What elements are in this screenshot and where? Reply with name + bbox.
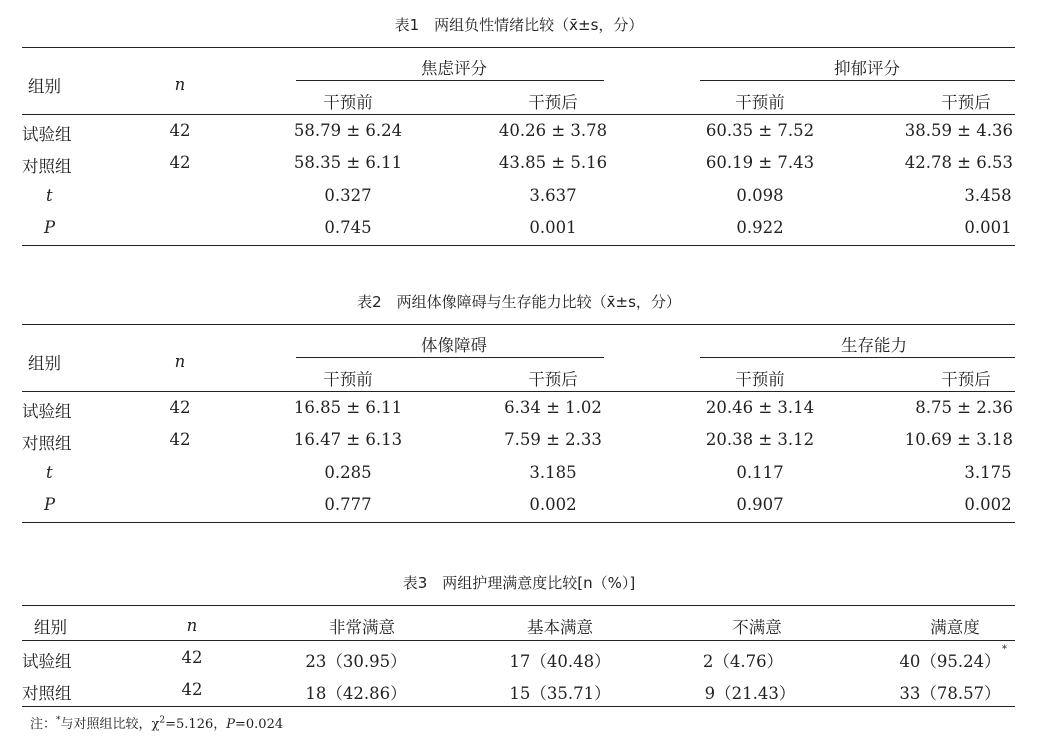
table2-row-label: 对照组 — [22, 434, 72, 453]
table3-col-group: 组别 — [34, 618, 67, 637]
table3-row-n: 42 — [181, 680, 203, 699]
table2-span-rule-right — [700, 357, 1015, 358]
table3-cell: 23（30.95） — [305, 652, 407, 671]
table1-sub-3: 干预前 — [735, 93, 785, 112]
table1-sub-4: 干预后 — [941, 93, 991, 112]
table1-row-label: P — [44, 218, 56, 237]
table1-cell: 0.098 — [736, 186, 784, 205]
table1-cell: 3.458 — [964, 186, 1012, 205]
table1-sub-2: 干预后 — [528, 93, 578, 112]
table2-cell: 6.34 ± 1.02 — [504, 398, 602, 417]
table2-row-label: P — [44, 495, 56, 514]
table2-span-left: 体像障碍 — [421, 336, 487, 355]
table1-cell: 38.59 ± 4.36 — [904, 121, 1013, 140]
table2-cell: 0.285 — [324, 463, 372, 482]
table1 — [22, 47, 1015, 246]
table2-sub-2: 干预后 — [528, 370, 578, 389]
table1-cell: 42.78 ± 6.53 — [904, 153, 1013, 172]
table2-row-label: t — [46, 463, 53, 482]
table1-span-left: 焦虑评分 — [421, 59, 487, 78]
table3-cell: 17（40.48） — [509, 652, 611, 671]
table1-col-n: n — [174, 75, 186, 94]
table2-cell: 0.002 — [529, 495, 577, 514]
table2-sub-4: 干预后 — [941, 370, 991, 389]
table1-cell: 0.922 — [736, 218, 784, 237]
table2-col-n: n — [174, 352, 186, 371]
table2-header-rule — [22, 391, 1015, 392]
table2-cell: 3.185 — [529, 463, 577, 482]
footnote-sup: 2 — [159, 715, 166, 726]
table3-header-rule — [22, 640, 1015, 641]
table2-row-label: 试验组 — [22, 402, 72, 421]
table1-cell: 40.26 ± 3.78 — [498, 121, 608, 140]
table2-sub-3: 干预前 — [735, 370, 785, 389]
table1-row-label: 对照组 — [22, 157, 72, 176]
table3-cell: 15（35.71） — [509, 684, 611, 703]
footnote-prefix: 注： — [30, 717, 57, 732]
table2 — [22, 324, 1015, 523]
table2-cell: 7.59 ± 2.33 — [504, 430, 602, 449]
table1-cell: 0.001 — [529, 218, 577, 237]
table2-cell: 20.38 ± 3.12 — [705, 430, 815, 449]
table3-cell: 18（42.86） — [305, 684, 407, 703]
table1-cell: 0.001 — [964, 218, 1012, 237]
table3-cell: 40（95.24） — [899, 652, 1001, 671]
table3 — [22, 605, 1015, 707]
table3-head-2: 基本满意 — [527, 618, 593, 637]
table3-caption: 表3 两组护理满意度比较[n（%）] — [402, 574, 636, 592]
table2-row-n: 42 — [169, 398, 191, 417]
table2-cell: 0.002 — [964, 495, 1012, 514]
table3-footnote — [30, 713, 283, 732]
table3-head-1: 非常满意 — [329, 618, 395, 637]
table1-row-n: 42 — [169, 153, 191, 172]
table1-cell: 0.745 — [324, 218, 372, 237]
table2-cell: 16.47 ± 6.13 — [293, 430, 403, 449]
footnote-p-value: =0.024 — [235, 717, 284, 732]
footnote-stat: =5.126， — [165, 717, 227, 732]
table2-cell: 3.175 — [964, 463, 1012, 482]
table1-row-label: 试验组 — [22, 125, 72, 144]
table2-span-rule-left — [296, 357, 604, 358]
footnote-text: 与对照组比较，χ — [60, 717, 160, 732]
table2-cell: 0.777 — [324, 495, 372, 514]
table2-cell: 20.46 ± 3.14 — [705, 398, 815, 417]
table3-head-3: 不满意 — [732, 618, 782, 637]
table1-header-rule — [22, 114, 1015, 115]
table1-sub-1: 干预前 — [323, 93, 373, 112]
table3-row-label: 试验组 — [22, 652, 72, 671]
table1-cell: 58.79 ± 6.24 — [293, 121, 403, 140]
table2-cell: 8.75 ± 2.36 — [915, 398, 1013, 417]
table2-col-group: 组别 — [28, 354, 61, 373]
table1-cell: 3.637 — [529, 186, 577, 205]
table1-cell: 0.327 — [324, 186, 372, 205]
table2-cell: 10.69 ± 3.18 — [904, 430, 1013, 449]
table3-head-4: 满意度 — [930, 618, 980, 637]
table1-cell: 43.85 ± 5.16 — [498, 153, 608, 172]
table3-cell: 9（21.43） — [704, 684, 796, 703]
table1-cell: 60.19 ± 7.43 — [705, 153, 815, 172]
table2-row-n: 42 — [169, 430, 191, 449]
table1-cell: 60.35 ± 7.52 — [705, 121, 815, 140]
table3-row-label: 对照组 — [22, 684, 72, 703]
footnote-p-label: P — [226, 717, 235, 732]
table1-row-n: 42 — [169, 121, 191, 140]
table1-row-label: t — [46, 186, 53, 205]
table2-cell: 0.117 — [736, 463, 784, 482]
table3-cell: 2（4.76） — [702, 652, 784, 671]
table1-col-group: 组别 — [28, 77, 61, 96]
table1-caption: 表1 两组负性情绪比较（x̄±s，分） — [394, 16, 644, 34]
table1-span-right: 抑郁评分 — [834, 59, 900, 78]
footnote-mark: * — [56, 715, 61, 726]
table3-cell: 33（78.57） — [899, 684, 1001, 703]
table2-cell: 0.907 — [736, 495, 784, 514]
table2-sub-1: 干预前 — [323, 370, 373, 389]
table2-caption: 表2 两组体像障碍与生存能力比较（x̄±s，分） — [357, 293, 681, 311]
table3-significance-mark: * — [1002, 644, 1007, 655]
table1-span-rule-right — [700, 80, 1015, 81]
table2-span-right: 生存能力 — [841, 336, 907, 355]
table1-cell: 58.35 ± 6.11 — [293, 153, 403, 172]
table2-cell: 16.85 ± 6.11 — [293, 398, 403, 417]
table1-span-rule-left — [296, 80, 604, 81]
table3-col-n: n — [186, 616, 198, 635]
table3-row-n: 42 — [181, 648, 203, 667]
